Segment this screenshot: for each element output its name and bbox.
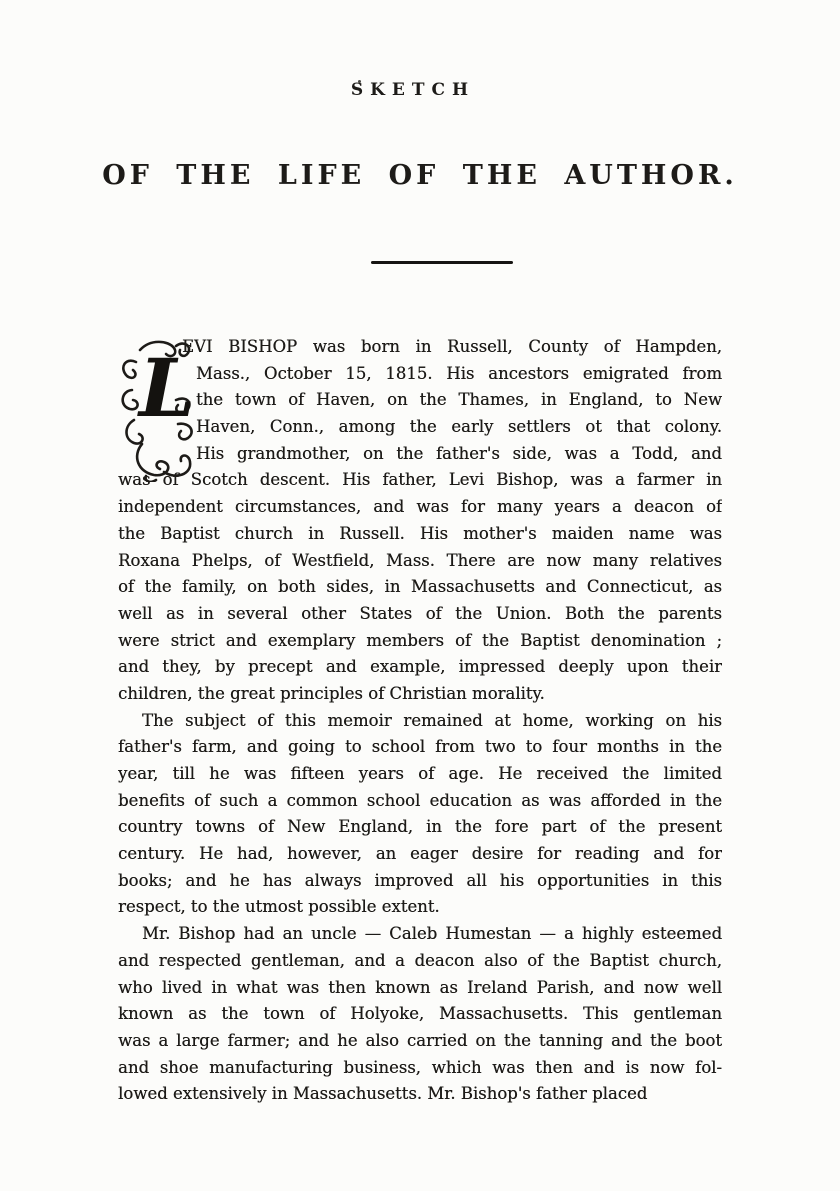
text-line: The subject of this memoir remained at home, working on his bbox=[142, 710, 722, 730]
section-divider bbox=[371, 261, 513, 264]
text-line: of the family, on both sides, in Massachusetts and Connecticut, as bbox=[118, 577, 722, 597]
text-line: and respected gentleman, and a deacon also of the Baptist church, bbox=[118, 950, 722, 970]
text-line: well as in several other States of the Union. Both the parents bbox=[118, 603, 722, 623]
text-line: children, the great principles of Christian morality. bbox=[118, 683, 545, 703]
text-line: His grandmother, on the father's side, was a Todd, and bbox=[196, 443, 722, 463]
text-line: were strict and exemplary members of the Baptist denomination ; bbox=[118, 630, 722, 650]
text-line: was of Scotch descent. His father, Levi Bishop, was a farmer in bbox=[118, 470, 722, 490]
page-title: OF THE LIFE OF THE AUTHOR. bbox=[102, 160, 738, 191]
text-line: country towns of New England, in the fore part of the present bbox=[118, 817, 722, 837]
text-line: the Baptist church in Russell. His mother's maiden name was bbox=[118, 523, 722, 543]
text-line: was a large farmer; and he also carried on the tanning and the boot bbox=[118, 1030, 722, 1050]
text-line: who lived in what was then known as Ireland Parish, and now well bbox=[118, 977, 722, 997]
text-line: Roxana Phelps, of Westfield, Mass. There are now many relatives bbox=[118, 550, 722, 570]
text-line: independent circumstances, and was for many years a deacon of bbox=[118, 497, 722, 517]
text-line: respect, to the utmost possible extent. bbox=[118, 897, 440, 917]
text-line: benefits of such a common school education as was afforded in the bbox=[118, 790, 722, 810]
text-line: century. He had, however, an eager desire for reading and for bbox=[118, 844, 722, 864]
text-line: EVI BISHOP was born in Russell, County of Hampden, bbox=[182, 337, 722, 356]
text-line: lowed extensively in Massachusetts. Mr. Bishop's father placed bbox=[118, 1084, 648, 1104]
text-line: year, till he was fifteen years of age. He received the limited bbox=[118, 764, 722, 783]
page-header: SKETCH bbox=[350, 80, 476, 100]
text-line: Mr. Bishop had an uncle — Caleb Humestan — a highly esteemed bbox=[142, 924, 722, 944]
text-line: and shoe manufacturing business, which was then and is now fol- bbox=[118, 1057, 722, 1077]
text-line: known as the town of Holyoke, Massachusetts. This gentleman bbox=[118, 1004, 722, 1024]
text-line: Haven, Conn., among the early settlers ot that colony. bbox=[196, 417, 722, 437]
text-line: the town of Haven, on the Thames, in England, to New bbox=[196, 390, 722, 410]
text-line: books; and he has always improved all his opportunities in this bbox=[118, 870, 722, 890]
initial-letter: L bbox=[139, 341, 196, 435]
body-text bbox=[118, 334, 722, 1108]
text-line: and they, by precept and example, impressed deeply upon their bbox=[118, 657, 722, 677]
text-line: father's farm, and going to school from two to four months in the bbox=[118, 737, 722, 757]
text-line: Mass., October 15, 1815. His ancestors emigrated from bbox=[196, 363, 722, 383]
